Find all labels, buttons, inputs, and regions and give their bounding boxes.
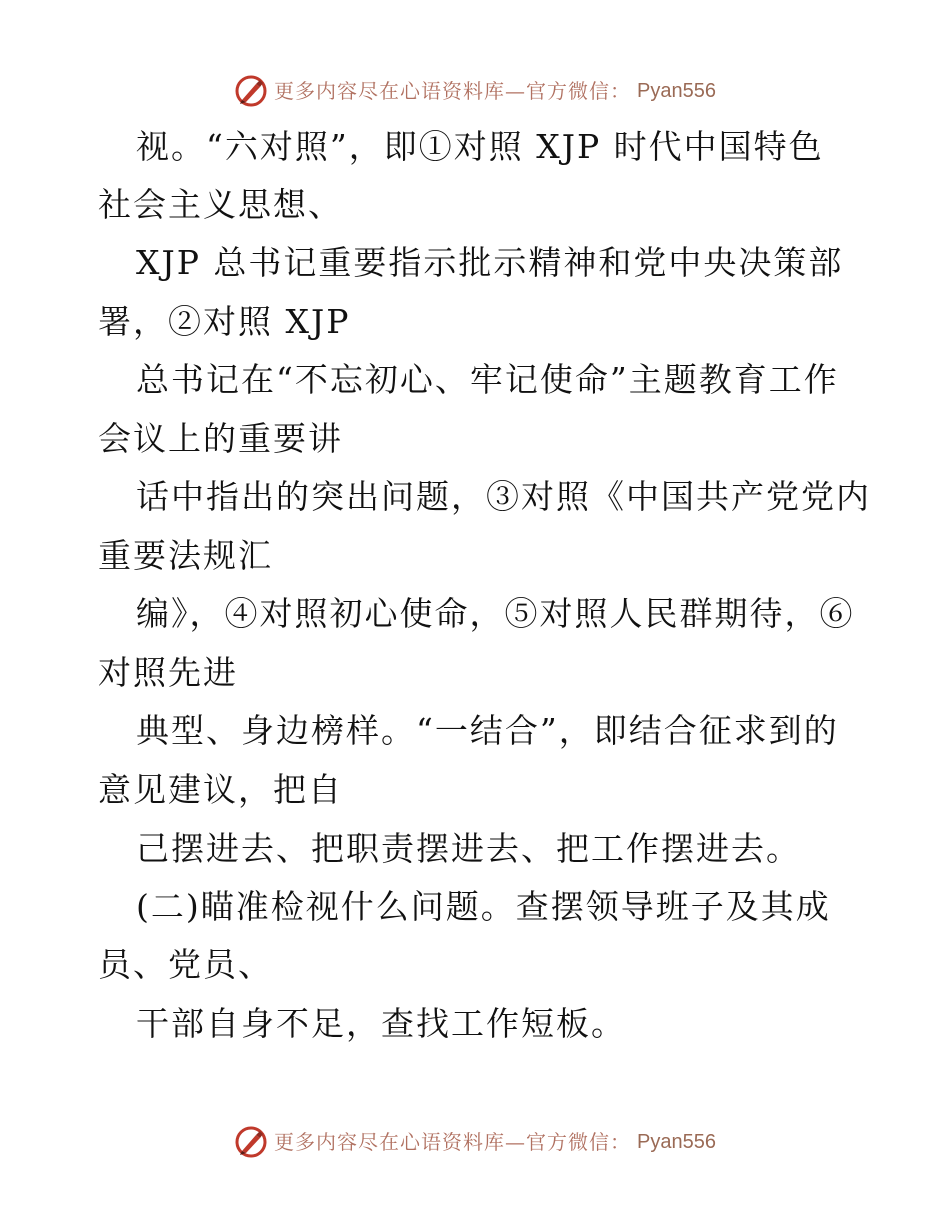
body-line: 典型、身边榜样。“一结合”，即结合征求到的 [136,711,839,750]
body-line: 署，②对照 XJP [98,302,351,341]
body-line: 社会主义思想、 [98,185,343,224]
body-line: 干部自身不足，查找工作短板。 [136,1004,626,1043]
body-line: 视。“六对照”，即①对照 XJP 时代中国特色 [136,127,824,166]
body-line: (二)瞄准检视什么问题。查摆领导班子及其成 [136,887,831,926]
body-line: XJP 总书记重要指示批示精神和党中央决策部 [136,243,844,282]
body-line: 编》，④对照初心使命，⑤对照人民群期待，⑥ [136,594,855,633]
watermark-contact: Pyan556 [637,1131,716,1153]
red-pen-logo-icon [234,74,268,108]
body-line: 话中指出的突出问题，③对照《中国共产党党内 [136,477,871,516]
body-line: 对照先进 [98,653,238,692]
body-line: 员、党员、 [98,945,273,984]
body-line: 重要法规汇 [98,536,273,575]
body-line: 会议上的重要讲 [98,419,343,458]
watermark-contact: Pyan556 [637,80,716,102]
body-line: 意见建议，把自 [98,770,343,809]
body-line: 总书记在“不忘初心、牢记使命”主题教育工作 [136,360,839,399]
watermark-text: 更多内容尽在心语资料库—官方微信： [274,1130,632,1154]
body-line: 己摆进去、把职责摆进去、把工作摆进去。 [136,829,801,868]
header-watermark [0,74,950,108]
red-pen-logo-icon [234,1125,268,1159]
footer-watermark [0,1125,950,1159]
watermark-text: 更多内容尽在心语资料库—官方微信： [274,79,632,103]
